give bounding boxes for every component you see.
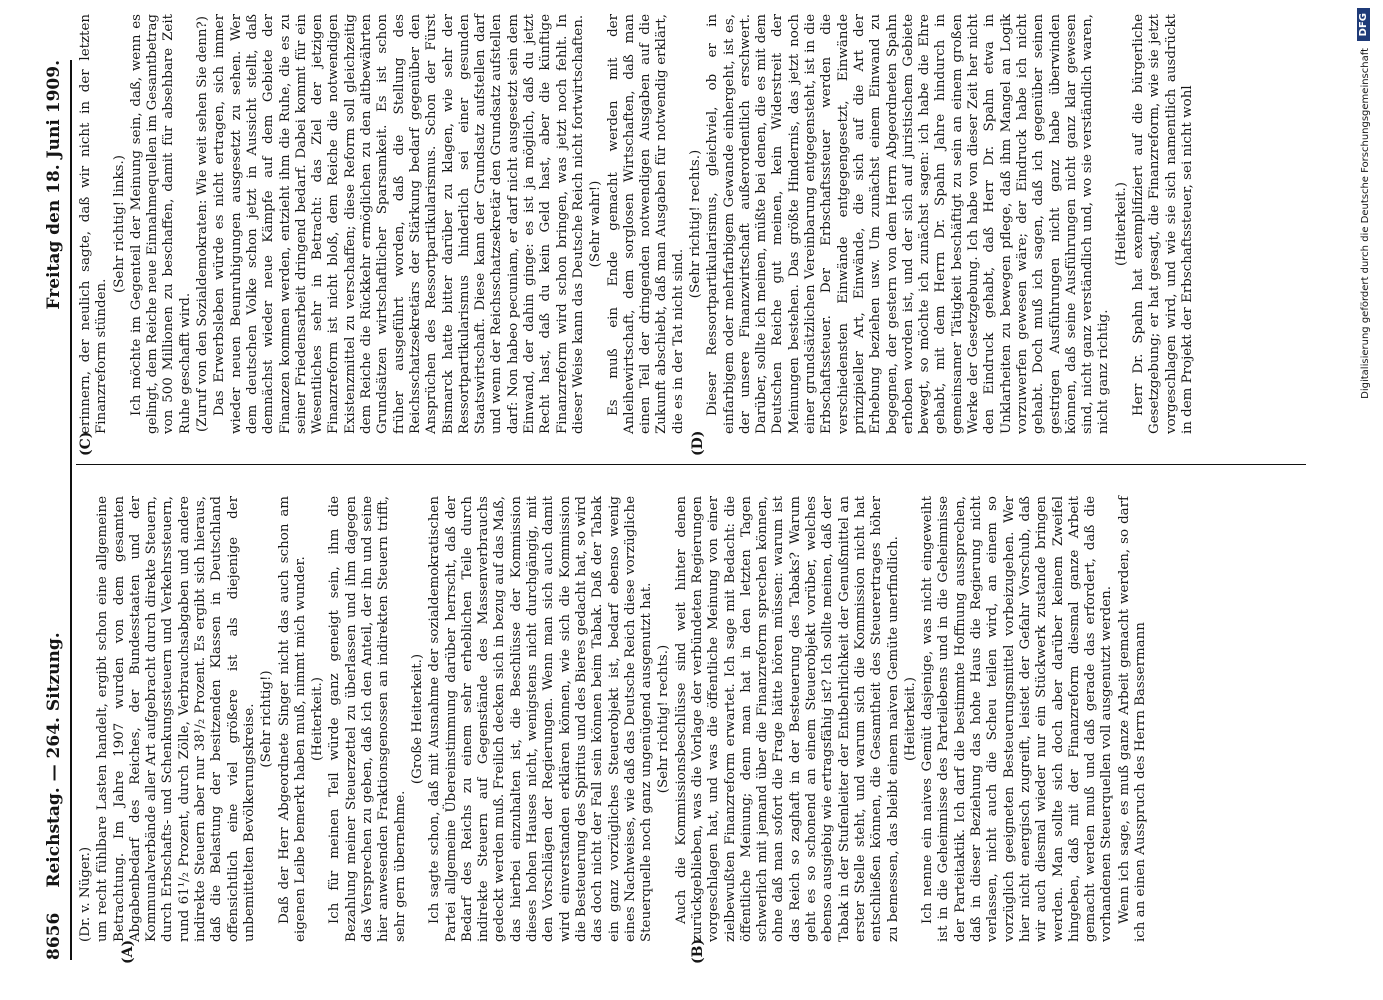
interjection: (Große Heiterkeit.) (409, 653, 425, 785)
session-date: Freitag den 18. Juni 1909. (44, 60, 64, 310)
column-left (78, 496, 1150, 942)
paragraph: Auch die Kommissionsbeschlüsse sind weit hinter denen zurückgeblieben, was die Vorlage der verbündeten Regierungen vorgeschlagen hat, und was die öffentliche Meinung von einer zielbewußten Finanzreform erwartet. Ich sage mit Bedacht: die öffentliche Meinung; denn man hat in den letzten Tagen schwerlich mit jemand über die Finanzreform sprechen können, ohne daß man sofort die Frage hätte hören müssen: warum ist das Reich so zaghaft in der Besteuerung des Tabaks? Warum geht es so schonend an einem Steuerobjekt vorüber, welches ebenso ausgiebig wie ertragsfähig ist? Ich sollte meinen, daß der Tabak in der Stufenleiter der Entbehrlichkeit der Genußmittel an erster Stelle steht, und warum sich die Kommission nicht hat entschließen können, die Gesamtheit des Steuerertrages höher zu bemessen, das bleibt einem naiven Gemüte unerfindlich. (673, 496, 901, 942)
paragraph: Ich möchte im Gegenteil der Meinung sein, daß, wenn es gelingt, dem Reiche neue Einnahmequellen im Gesamtbetrag von 500 Millionen zu beschaffen, damit für absehbare Zeit Ruhe geschafft wird. (128, 14, 193, 434)
paragraph: Herr Dr. Spahn hat exemplifiziert auf die bürgerliche Gesetzgebung; er hat gesagt, die Finanzreform, wie sie jetzt vorgeschlagen wird, und wie sie sich namentlich ausdrückt in dem Projekt der Erbschaftssteuer, sei nicht wohl (1131, 14, 1195, 434)
column-right (78, 14, 1197, 434)
paragraph: Das Erwerbsleben würde es nicht ertragen, sich immer wieder neuen Beunruhigungen ausgesetzt zu sehen. Wer dem deutschen Volke schon jetzt in Aussicht stellt, daß demnächst wieder neue Kämpfe auf dem Gebiete der Finanzen kommen werden, entzieht ihm die Ruhe, die es zu seiner Friedensarbeit dringend bedarf. Dabei kommt für ein Wesentliches sehr in Betracht: das Ziel der jetzigen Finanzreform ist nicht bloß, dem Reiche die notwendigen Existenzmittel zu verschaffen; diese Reform soll gleichzeitig dem Reiche die Rückkehr ermöglichen zu den altbewährten Grundsätzen wirtschaftlicher Sparsamkeit. Es ist schon früher ausgeführt worden, daß die Stellung des Reichsschatzsekretärs der Stärkung bedarf gegenüber den Ansprüchen des Ressortpartikularismus. Schon der Fürst Bismarck hatte bitter darüber zu klagen, wie sehr der Ressortpartikularismus hinderlich sei einer gesunden Staatswirtschaft. Diese kann der Grundsatz aufstellen darf und wenn der Reichsschatzsekretär den Grundsatz aufstellen darf: Non habeo pecuniam, er darf nicht ausgesetzt sein dem Einwand, der dahin ginge: es ist ja möglich, daß du jetzt Recht hast, daß du kein Geld hast, aber die künftige Finanzreform wird schon bringen, was jetzt noch fehlt. In dieser Weise kann das Deutsche Reich nicht fortwirtschaften. (212, 14, 586, 434)
interjection: (Heiterkeit.) (902, 677, 918, 761)
paragraph: Ich für meinen Teil würde ganz geneigt sein, ihm die Bezahlung meiner Steuerzettel zu überlassen und ihm dagegen das Versprechen zu geben, daß ich den Anteil, der ihn und seine hier anwesenden Fraktionsgenossen an indirekten Steuern trifft, sehr gern übernehme. (327, 496, 408, 942)
header-rule (70, 60, 72, 960)
interjection: (Sehr richtig! rechts.) (656, 644, 672, 794)
marker-c: (C) (78, 431, 94, 456)
credit-text: Digitalisierung gefördert durch die Deutsche Forschungsgemeinschaft (1360, 48, 1371, 399)
page-number: 8656 (44, 912, 64, 960)
paragraph: Dieser Ressortpartikularismus, gleichviel, ob er in einfarbigem oder mehrfarbigem Gewande einhergeht, ist es, der unsere Finanzwirtschaft außerordentlich erschwert. Darüber, sollte ich meinen, müßte bei denen, die es mit dem Deutschen Reiche gut meinen, kein Widerstreit der Meinungen bestehen. Das größte Hindernis, das jetzt noch einer grundsätzlichen Vereinbarung entgegensteht, ist in die Erbschaftssteuer. Der Erbschaftssteuer werden die verschiedensten Einwände entgegengesetzt, Einwände prinzipieller Art, Einwände, die sich auf die Art der Erhebung beziehen usw. Um zunächst einem Einwand zu begegnen, der gestern von dem Herrn Abgeordneten Spahn erhoben worden ist, und der sich auf juristischem Gebiete bewegt, so möchte ich zunächst sagen: ich habe die Ehre gehabt, mit dem Herrn Dr. Spahn Jahre hindurch in gemeinsamer Tätigkeit beschäftigt zu sein an einem großen Werke der Gesetzgebung. Ich habe von dieser Zeit her nicht den Eindruck gehabt, daß Herr Dr. Spahn etwa in Unklarheiten zu bewegen pflege, daß ihm Mangel an Logik vorzuwerfen gewesen wäre; der Eindruck habe ich nicht gehabt. Doch muß ich sagen, daß ich gegenüber seinen gestrigen Ausführungen nicht ganz habe überwinden können, daß seine Ausführungen nicht ganz klar gewesen sind, nicht ganz verständlich und, wo sie verständlich waren, nicht ganz richtig. (705, 14, 1112, 434)
marker-b: (B) (690, 938, 706, 964)
interjection: (Zuruf von den Sozialdemokraten: Wie weit sehen Sie denn?) (195, 16, 211, 432)
interjection: (Sehr richtig! rechts.) (687, 149, 703, 299)
dfg-logo: DFG (1357, 8, 1370, 41)
column-divider (76, 464, 1306, 465)
paragraph: Daß der Herr Abgeordnete Singer nicht das auch schon am eigenen Leibe bemerkt haben muß, nimmt mich wunder. (276, 496, 308, 942)
marker-d: (D) (690, 430, 706, 456)
interjection: (Heiterkeit.) (310, 677, 326, 761)
page-header (44, 40, 70, 960)
interjection: (Heiterkeit.) (1113, 182, 1129, 266)
paragraph: um recht fühlbare Lasten handelt, ergibt schon eine allgemeine Betrachtung. Im Jahre 1907 wurden von dem gesamten Abgabenbedarf des Reiches, der Bundesstaaten und der Kommunalverbände aller Art aufgebracht durch direkte Steuern, durch Erbschafts- und Schenkungssteuern und Verkehrssteuern, rund 61¹/₂ Prozent, durch Zölle, Verbrauchsabgaben und andere indirekte Steuern aber nur 38¹/₂ Prozent. Es ergibt sich hieraus, daß die Belastung der besitzenden Klassen in Deutschland offensichtlich eine viel größere ist als diejenige der unbemittelten Bevölkerungskreise. (95, 496, 257, 942)
paragraph: erinnern, der neulich sagte, daß wir nicht in der letzten Finanzreform stünden. (78, 14, 110, 434)
paragraph: Ich sagte schon, daß mit Ausnahme der sozialdemokratischen Partei allgemeine Übereinstimmung darüber herrscht, daß der Bedarf des Reichs zu einem sehr erheblichen Teile durch indirekte Steuern auf Gegenstände des Massenverbrauchs gedeckt werden muß. Freilich decken sich in bezug auf das Maß, das hierbei einzuhalten ist, die Beschlüsse der Kommission dieses hohen Hauses nicht, wenigstens nicht durchgängig, mit den Vorschlägen der Regierungen. Wenn man sich auch damit wird einverstanden erklären können, wie sich die Kommission die Besteuerung des Spiritus und des Bieres gedacht hat, so wird das doch nicht der Fall sein können beim Tabak. Daß der Tabak ein ganz vorzügliches Steuerobjekt ist, bedarf ebenso wenig eines Nachweises, wie daß das Deutsche Reich diese vorzügliche Steuerquelle noch ganz ungenügend ausgenutzt hat. (427, 496, 655, 942)
speaker-note: (Dr. v. Nüger.) (78, 846, 93, 942)
interjection: (Sehr wahr!) (588, 180, 604, 268)
interjection: (Sehr richtig! links.) (111, 155, 127, 293)
paragraph: Es muß ein Ende gemacht werden mit der Anleihewirtschaft, dem sorglosen Wirtschaften, daß man einen Teil der dringenden notwendigen Ausgaben auf die Zukunft abschiebt, daß man Ausgaben für notwendig erklärt, die es in der Tat nicht sind. (605, 14, 686, 434)
interjection: (Sehr richtig!) (259, 670, 275, 768)
marker-a: (A) (120, 939, 136, 964)
session-title: Reichstag. — 264. Sitzung. (44, 632, 64, 888)
paragraph: Wenn ich sage, es muß ganze Arbeit gemacht werden, so darf ich an einen Ausspruch des Herrn Bassermann (1116, 496, 1148, 942)
paragraph: Ich nenne ein naives Gemüt dasjenige, was nicht eingeweiht ist in die Geheimnisse des Parteilebens und in die Geheimnisse der Parteitaktik. Ich darf die bestimmte Hoffnung aussprechen, daß in dieser Beziehung das hohe Haus die Regierung nicht verlassen, nicht auch die Scheu teilen wird, an einem so vorzüglich geeigneten Besteuerungsmittel vorbeizugehen. Wer hier nicht energisch zugreift, leistet der Gefahr Vorschub, daß wir auch diesmal wieder nur ein Stückwerk zustande bringen werden. Man sollte sich doch aber darüber keinem Zweifel hingeben, daß mit der Finanzreform diesmal ganze Arbeit gemacht werden muß und daß gerade das erfordert, daß die vorhandenen Steuerquellen voll ausgenutzt werden. (920, 496, 1115, 942)
